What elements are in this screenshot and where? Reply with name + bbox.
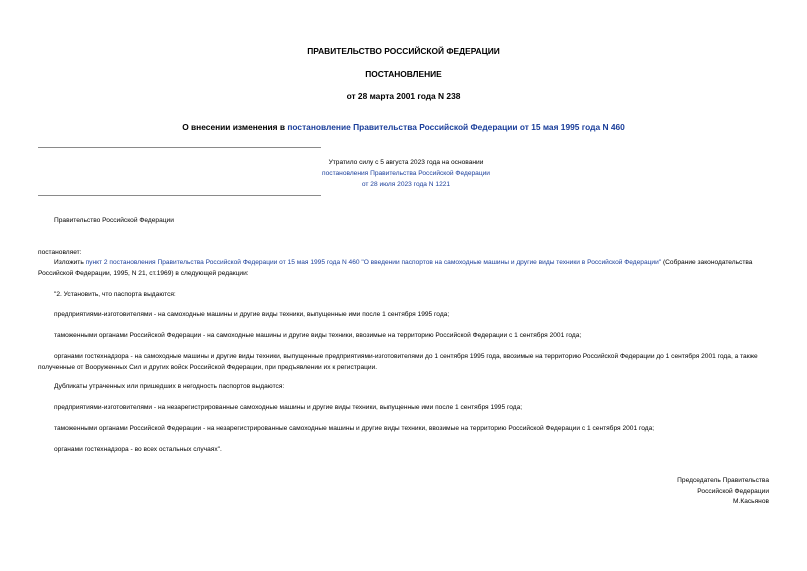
amended-decree-link[interactable]: постановление Правительства Российской Федерации от 15 мая 1995 года N 460 <box>287 122 625 132</box>
amendment-paragraph <box>38 258 769 279</box>
paragraph-duplicates-other: органами гостехнадзора - во всех остальных случаях". <box>54 446 222 453</box>
issuer-text: Правительство Российской Федерации <box>54 217 174 224</box>
status-note <box>300 157 512 190</box>
signatory-organization: Российской Федерации <box>697 487 769 495</box>
paragraph-duplicates-customs: таможенными органами Российской Федерации - на незарегистрированные самоходные машины и другие виды техники, ввозимые на территорию Российской Федерации с 1 сентября 2001 года; <box>54 425 655 432</box>
divider-top <box>38 147 321 148</box>
repeal-decree-link[interactable]: постановления Правительства Российской Федерации <box>322 170 490 177</box>
decrees-text: постановляет: <box>38 249 82 256</box>
divider-bottom <box>38 195 321 196</box>
document-date-number: от 28 марта 2001 года N 238 <box>346 91 461 101</box>
signature-block <box>677 476 769 508</box>
document-type: ПОСТАНОВЛЕНИЕ <box>365 69 442 79</box>
amendment-suffix: (Собрание законодательства Российской Федерации, 1995, N 21, ст.1969) в следующей редакции: <box>38 259 753 277</box>
amendment-prefix: Изложить <box>54 259 86 266</box>
paragraph-customs: таможенными органами Российской Федерации - на самоходные машины и другие виды техники, ввозимые на территорию Российской Федерации с 1 сентября 2001 года; <box>54 332 582 339</box>
paragraph-2-intro: "2. Установить, что паспорта выдаются: <box>54 291 176 298</box>
amended-paragraph-link[interactable]: пункт 2 постановления Правительства Российской Федерации от 15 мая 1995 года N 460 "О введении паспортов на самоходные машины и другие виды техники в Российской Федерации" <box>85 259 662 266</box>
repeal-decree-link-date[interactable]: от 28 июля 2023 года N 1221 <box>361 181 451 188</box>
title-prefix: О внесении изменения в <box>182 122 288 132</box>
paragraph-duplicates-manufacturers: предприятиями-изготовителями - на незарегистрированные самоходные машины и другие виды техники, выпущенные ими после 1 сентября 1995 года; <box>54 404 523 411</box>
government-heading: ПРАВИТЕЛЬСТВО РОССИЙСКОЙ ФЕДЕРАЦИИ <box>307 46 500 56</box>
paragraph-duplicates-intro: Дубликаты утраченных или пришедших в негодность паспортов выдаются: <box>54 383 285 390</box>
status-note-text: Утратило силу с 5 августа 2023 года на основании <box>328 159 484 166</box>
paragraph-manufacturers: предприятиями-изготовителями - на самоходные машины и другие виды техники, выпущенные ими после 1 сентября 1995 года; <box>54 311 450 318</box>
signatory-position: Председатель Правительства <box>677 477 769 484</box>
document-title <box>0 122 807 132</box>
signatory-name: М.Касьянов <box>733 498 769 505</box>
paragraph-gostekhnadzor: органами гостехнадзора - на самоходные машины и другие виды техники, выпущенные предприятиями-изготовителями до 1 сентября 1995 года, ввозимые на территорию Российской Федерации до 1 сентября 2001 года, а также полученные от Вооруженных Сил и других войск Российской Федерации, при предъявлении их к регистрации. <box>38 353 758 371</box>
